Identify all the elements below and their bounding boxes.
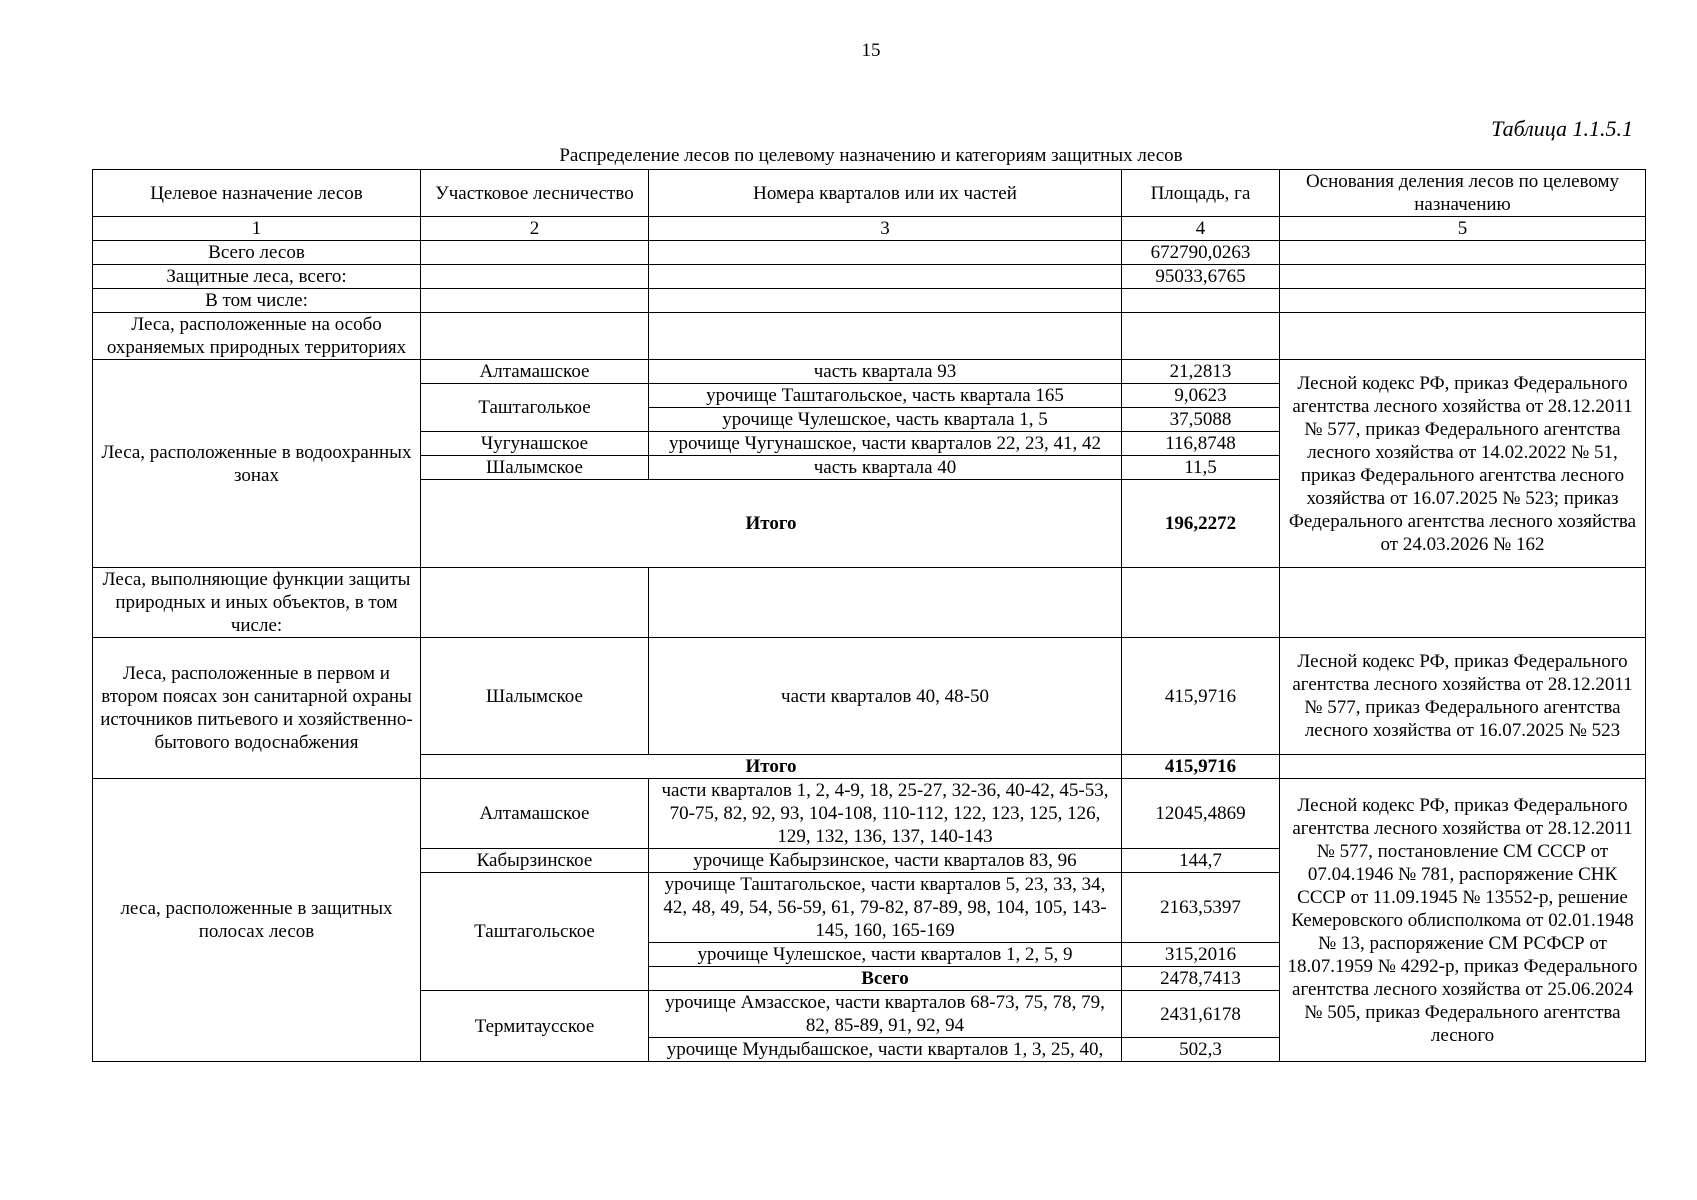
column-number: 4 [1122, 217, 1280, 241]
water-zones-total-area: 196,2272 [1122, 480, 1280, 568]
total-forests-label: Всего лесов [93, 241, 421, 265]
forest-distribution-table [92, 169, 1646, 1062]
table-label: Таблица 1.1.5.1 [1491, 116, 1633, 141]
area-cell: 2431,6178 [1122, 991, 1280, 1038]
tashtagol-total-area: 2478,7413 [1122, 967, 1280, 991]
column-number: 3 [649, 217, 1122, 241]
column-number: 2 [421, 217, 649, 241]
water-zones-purpose: Леса, расположенные в водоохранных зонах [93, 360, 421, 568]
sanitary-total-label: Итого [421, 755, 1122, 779]
protective-forests-label: Защитные леса, всего: [93, 265, 421, 289]
table-row [93, 638, 1646, 755]
water-zones-basis: Лесной кодекс РФ, приказ Федерального агентства лесного хозяйства от 28.12.2011 № 577, приказ Федерального агентства лесного хозяйства от 14.02.2022 № 51, приказ Федерального агентства лесного хозяйства от 16.07.2025 № 523; приказ Федерального агентства лесного хозяйства от 24.03.2026 № 162 [1280, 360, 1646, 568]
forestry-name: Чугунашское [421, 432, 649, 456]
forestry-name: Термитаусское [421, 991, 649, 1062]
table-row [93, 360, 1646, 384]
area-cell: 11,5 [1122, 456, 1280, 480]
quarters-cell: части кварталов 1, 2, 4-9, 18, 25-27, 32-36, 40-42, 45-53, 70-75, 82, 92, 93, 104-108, 110-112, 122, 123, 125, 126, 129, 132, 136, 137, 140-143 [649, 779, 1122, 849]
header-cell: Площадь, га [1122, 170, 1280, 217]
forestry-name: Таштаголькое [421, 384, 649, 432]
sanitary-zones-basis: Лесной кодекс РФ, приказ Федерального агентства лесного хозяйства от 28.12.2011 № 577, приказ Федерального агентства лесного хозяйства от 16.07.2025 № 523 [1280, 638, 1646, 755]
area-cell: 21,2813 [1122, 360, 1280, 384]
table-row [93, 289, 1646, 313]
forestry-name: Алтамашское [421, 779, 649, 849]
table-row [93, 568, 1646, 638]
header-row [93, 170, 1646, 217]
quarters-cell: часть квартала 93 [649, 360, 1122, 384]
area-cell: 415,9716 [1122, 638, 1280, 755]
area-cell: 116,8748 [1122, 432, 1280, 456]
protective-strips-basis: Лесной кодекс РФ, приказ Федерального агентства лесного хозяйства от 28.12.2011 № 577, постановление СМ СССР от 07.04.1946 № 781, распоряжение СНК СССР от 11.09.1945 № 13552-р, решение Кемеровского облисполкома от 02.01.1948 № 13, распоряжение СМ РСФСР от 18.07.1959 № 4292-р, приказ Федерального агентства лесного хозяйства от 25.06.2024 № 505, приказ Федерального агентства лесного [1280, 779, 1646, 1062]
protected-areas-label: Леса, расположенные на особо охраняемых природных территориях [93, 313, 421, 360]
area-cell: 2163,5397 [1122, 873, 1280, 943]
area-cell: 144,7 [1122, 849, 1280, 873]
page-number: 15 [861, 40, 881, 61]
forestry-name: Шалымское [421, 638, 649, 755]
protective-forests-area: 95033,6765 [1122, 265, 1280, 289]
area-cell: 37,5088 [1122, 408, 1280, 432]
total-forests-area: 672790,0263 [1122, 241, 1280, 265]
table-row [93, 265, 1646, 289]
header-cell: Номера кварталов или их частей [649, 170, 1122, 217]
water-zones-total-label: Итого [421, 480, 1122, 568]
quarters-cell: урочище Мундыбашское, части кварталов 1, 3, 25, 40, [649, 1038, 1122, 1062]
area-cell: 12045,4869 [1122, 779, 1280, 849]
tashtagol-total-label: Всего [649, 967, 1122, 991]
column-number: 1 [93, 217, 421, 241]
column-number: 5 [1280, 217, 1646, 241]
protection-functions-label: Леса, выполняющие функции защиты природных и иных объектов, в том числе: [93, 568, 421, 638]
sanitary-total-area: 415,9716 [1122, 755, 1280, 779]
area-cell: 502,3 [1122, 1038, 1280, 1062]
area-cell: 9,0623 [1122, 384, 1280, 408]
quarters-cell: урочище Кабырзинское, части кварталов 83, 96 [649, 849, 1122, 873]
area-cell: 315,2016 [1122, 943, 1280, 967]
quarters-cell: урочище Чулешское, части кварталов 1, 2, 5, 9 [649, 943, 1122, 967]
quarters-cell: часть квартала 40 [649, 456, 1122, 480]
quarters-cell: урочище Таштагольское, часть квартала 165 [649, 384, 1122, 408]
table-row [93, 779, 1646, 849]
forestry-name: Шалымское [421, 456, 649, 480]
header-cell: Целевое назначение лесов [93, 170, 421, 217]
table-row [93, 313, 1646, 360]
protective-strips-purpose: леса, расположенные в защитных полосах лесов [93, 779, 421, 1062]
forestry-name: Кабырзинское [421, 849, 649, 873]
quarters-cell: урочище Чулешское, часть квартала 1, 5 [649, 408, 1122, 432]
header-cell: Основания деления лесов по целевому назначению [1280, 170, 1646, 217]
column-number-row [93, 217, 1646, 241]
quarters-cell: урочище Чугунашское, части кварталов 22, 23, 41, 42 [649, 432, 1122, 456]
quarters-cell: части кварталов 40, 48-50 [649, 638, 1122, 755]
sanitary-zones-purpose: Леса, расположенные в первом и втором поясах зон санитарной охраны источников питьевого и хозяйственно-бытового водоснабжения [93, 638, 421, 779]
table-row [93, 241, 1646, 265]
including-label: В том числе: [93, 289, 421, 313]
quarters-cell: урочище Таштагольское, части кварталов 5, 23, 33, 34, 42, 48, 49, 54, 56-59, 61, 79-82, 87-89, 98, 104, 105, 143-145, 160, 165-169 [649, 873, 1122, 943]
forestry-name: Таштагольское [421, 873, 649, 991]
table-title: Распределение лесов по целевому назначению и категориям защитных лесов [559, 145, 1183, 166]
header-cell: Участковое лесничество [421, 170, 649, 217]
forestry-name: Алтамашское [421, 360, 649, 384]
quarters-cell: урочище Амзасское, части кварталов 68-73, 75, 78, 79, 82, 85-89, 91, 92, 94 [649, 991, 1122, 1038]
